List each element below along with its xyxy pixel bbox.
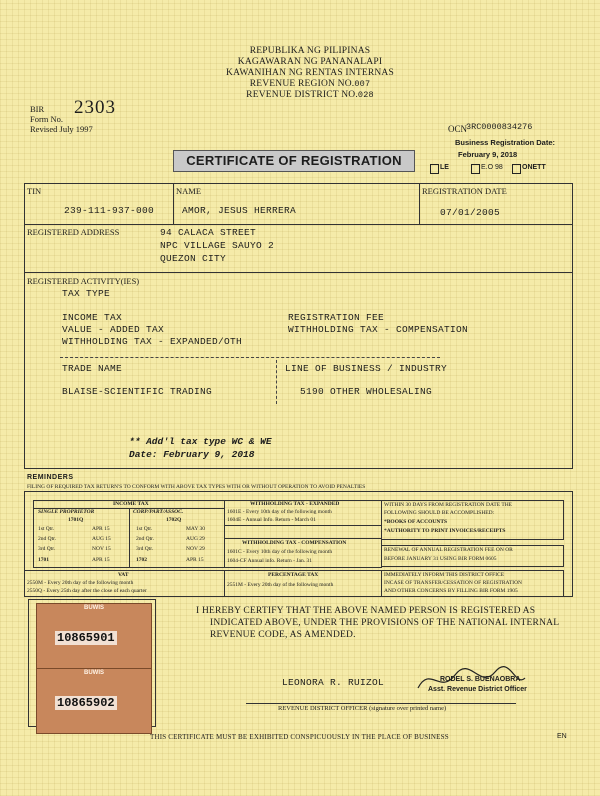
form-number: 2303 [74, 97, 116, 118]
officer-position: Asst. Revenue District Officer [428, 686, 527, 693]
name-box [173, 183, 420, 225]
reminder-line: RENEWAL OF ANNUAL REGISTRATION FEE ON OR [384, 547, 513, 553]
reg-date-value: 07/01/2005 [440, 207, 501, 218]
vat-line: 2550Q - Every 25th day after the close of each quarter [27, 588, 147, 594]
officer-name: RODEL S. BUENAOBRA [440, 676, 521, 683]
tax-type-left: WITHHOLDING TAX - EXPANDED/OTH [62, 336, 243, 347]
table-cell: 1701 [38, 557, 49, 563]
table-cell: NOV 15 [92, 546, 111, 552]
certification-line: REVENUE CODE, AS AMENDED. [210, 630, 356, 640]
wte-title: WITHHOLDING TAX - EXPANDED [250, 501, 340, 507]
divider [276, 360, 277, 404]
reg-date-label: REGISTRATION DATE [422, 186, 507, 196]
tax-type-left: INCOME TAX [62, 312, 123, 323]
business-reg-date: February 9, 2018 [458, 150, 518, 159]
vat-line: 2550M - Every 20th day of the following month [27, 580, 134, 586]
stamp-label: BUWIS [84, 605, 104, 611]
stamp-label: BUWIS [84, 670, 104, 676]
header-line: REVENUE REGION NO.007 [249, 79, 371, 89]
tax-type-left: VALUE - ADDED TAX [62, 324, 165, 335]
agency-header [180, 46, 440, 101]
name-value: AMOR, JESUS HERRERA [182, 205, 297, 216]
address-line3: QUEZON CITY [160, 253, 227, 264]
rdo-label: REVENUE DISTRICT OFFICER (signature over printed name) [278, 705, 447, 712]
trade-name-label: TRADE NAME [62, 363, 123, 374]
table-cell: AUG 15 [92, 536, 111, 542]
certification-line: INDICATED ABOVE, UNDER THE PROVISIONS OF THE NATIONAL INTERNAL [210, 618, 560, 628]
divider [129, 508, 130, 568]
footer-note: THIS CERTIFICATE MUST BE EXHIBITED CONSPICUOUSLY IN THE PLACE OF BUSINESS [150, 733, 449, 741]
form-1701q: 1701Q [68, 517, 84, 523]
wtc-title: WITHHOLDING TAX - COMPENSATION [242, 540, 347, 546]
header-line: REPUBLIKA NG PILIPINAS [249, 46, 371, 56]
address-label: REGISTERED ADDRESS [27, 227, 120, 237]
header-line: REVENUE DISTRICT NO.028 [246, 90, 374, 100]
name-label: NAME [176, 186, 202, 196]
pct-line: 2551M - Every 20th day of the following month [227, 582, 334, 588]
line-of-business-value: 5190 OTHER WHOLESALING [300, 386, 433, 397]
tin-box [24, 183, 174, 225]
activities-label: REGISTERED ACTIVITY(IES) [27, 276, 140, 286]
tin-label: TIN [27, 186, 42, 196]
table-cell: 3rd Qtr. [136, 546, 154, 552]
header-line: KAWANIHAN NG RENTAS INTERNAS [226, 68, 394, 78]
table-cell: 2nd Qtr. [38, 536, 57, 542]
table-cell: 3rd Qtr. [38, 546, 56, 552]
form-label: Form No. [30, 114, 64, 124]
pct-title: PERCENTAGE TAX [268, 572, 319, 578]
divider [60, 357, 440, 358]
table-cell: 2nd Qtr. [136, 536, 155, 542]
table-cell: APR 15 [92, 526, 110, 532]
onett-checkbox[interactable] [512, 164, 521, 174]
vat-title: VAT [118, 572, 129, 578]
single-proprietor-label: SINGLE PROPRIETOR [38, 509, 95, 515]
documentary-stamp [36, 603, 152, 669]
address-line2: NPC VILLAGE SAUYO 2 [160, 240, 275, 251]
additional-note: ** Add'l tax type WC & WE [129, 436, 272, 447]
tax-type-right: REGISTRATION FEE [288, 312, 385, 323]
certificate-title: CERTIFICATE OF REGISTRATION [173, 150, 415, 172]
reminder-line: INCASE OF TRANSFER/CESSATION OF REGISTRATION [384, 580, 523, 586]
table-cell: MAY 30 [186, 526, 206, 532]
trade-name-value: BLAISE-SCIENTIFIC TRADING [62, 386, 213, 397]
le-label: LE [440, 164, 449, 171]
table-cell: 1st Qtr. [136, 526, 153, 532]
le-checkbox[interactable] [430, 164, 439, 174]
filing-note: FILING OF REQUIRED TAX RETURN'S TO CONFORM WITH ABOVE TAX TYPES WITH OR WITHOUT OPERATION TO AVOID PENALTIES [27, 484, 366, 490]
ocn-label: OCN [448, 124, 468, 134]
typed-signatory: LEONORA R. RUIZOL [282, 677, 385, 688]
table-cell: APR 15 [186, 557, 204, 563]
additional-note-date: Date: February 9, 2018 [129, 449, 255, 460]
stamp-number: 10865902 [57, 696, 115, 710]
table-cell: 1st Qtr. [38, 526, 55, 532]
certification-text [196, 605, 559, 641]
footer-code: EN [557, 733, 567, 740]
reminder-line: AND OTHER CONCERNS BY FILLING BIR FORM 1905 [384, 588, 518, 594]
header-line: KAGAWARAN NG PANANALAPI [237, 57, 383, 67]
business-reg-label: Business Registration Date: [455, 138, 556, 147]
ocn-value: 3RC0000834276 [466, 122, 533, 132]
tax-type-right: WITHHOLDING TAX - COMPENSATION [288, 324, 469, 335]
wtc-line: 1604-CF Annual info. Return - Jan. 31 [227, 558, 312, 564]
tin-value: 239-111-937-000 [64, 205, 155, 216]
address-line1: 94 CALACA STREET [160, 227, 257, 238]
reminders-label: REMINDERS [27, 474, 74, 481]
divider [24, 272, 573, 273]
eo98-checkbox[interactable] [471, 164, 480, 174]
bir-label: BIR [30, 104, 45, 114]
reminder-line: FOLLOWING SHOULD BE ACCOMPLISHED: [384, 510, 495, 516]
reminder-line: IMMEDIATELY INFORM THIS DISTRICT OFFICE [384, 572, 505, 578]
reminder-line: *BOOKS OF ACCOUNTS [384, 519, 448, 525]
eo98-label: E.O 98 [481, 164, 503, 171]
income-tax-title: INCOME TAX [113, 501, 149, 507]
table-cell: AUG 29 [186, 536, 205, 542]
tax-type-label: TAX TYPE [62, 288, 111, 299]
stamp-number: 10865901 [57, 631, 115, 645]
reminder-line: *AUTHORITY TO PRINT INVOICES/RECEIPTS [384, 528, 506, 534]
wte-line: 1601E - Every 10th day of the following month [227, 509, 332, 515]
documentary-stamp [36, 668, 152, 734]
certification-line: I HEREBY CERTIFY THAT THE ABOVE NAMED PERSON IS REGISTERED AS [196, 606, 536, 616]
form-1702q: 1702Q [166, 517, 182, 523]
signature-scribble [410, 660, 530, 700]
wtc-line: 1601C - Every 10th day of the following month [227, 549, 333, 555]
wte-line: 1604E - Annual Info. Return - March 01 [227, 517, 316, 523]
revised-label: Revised July 1997 [30, 124, 93, 134]
signature-line [246, 703, 516, 704]
table-cell: APR 15 [92, 557, 110, 563]
onett-label: ONETT [522, 164, 546, 171]
reminder-line: WITHIN 30 DAYS FROM REGISTRATION DATE THE [384, 502, 513, 508]
line-of-business-label: LINE OF BUSINESS / INDUSTRY [285, 363, 448, 374]
reminder-line: BEFORE JANUARY 31 USING BIR FORM 0605 [384, 556, 497, 562]
table-cell: NOV 29 [186, 546, 205, 552]
corp-label: CORP/PART/ASSOC. [133, 509, 184, 515]
table-cell: 1702 [136, 557, 147, 563]
